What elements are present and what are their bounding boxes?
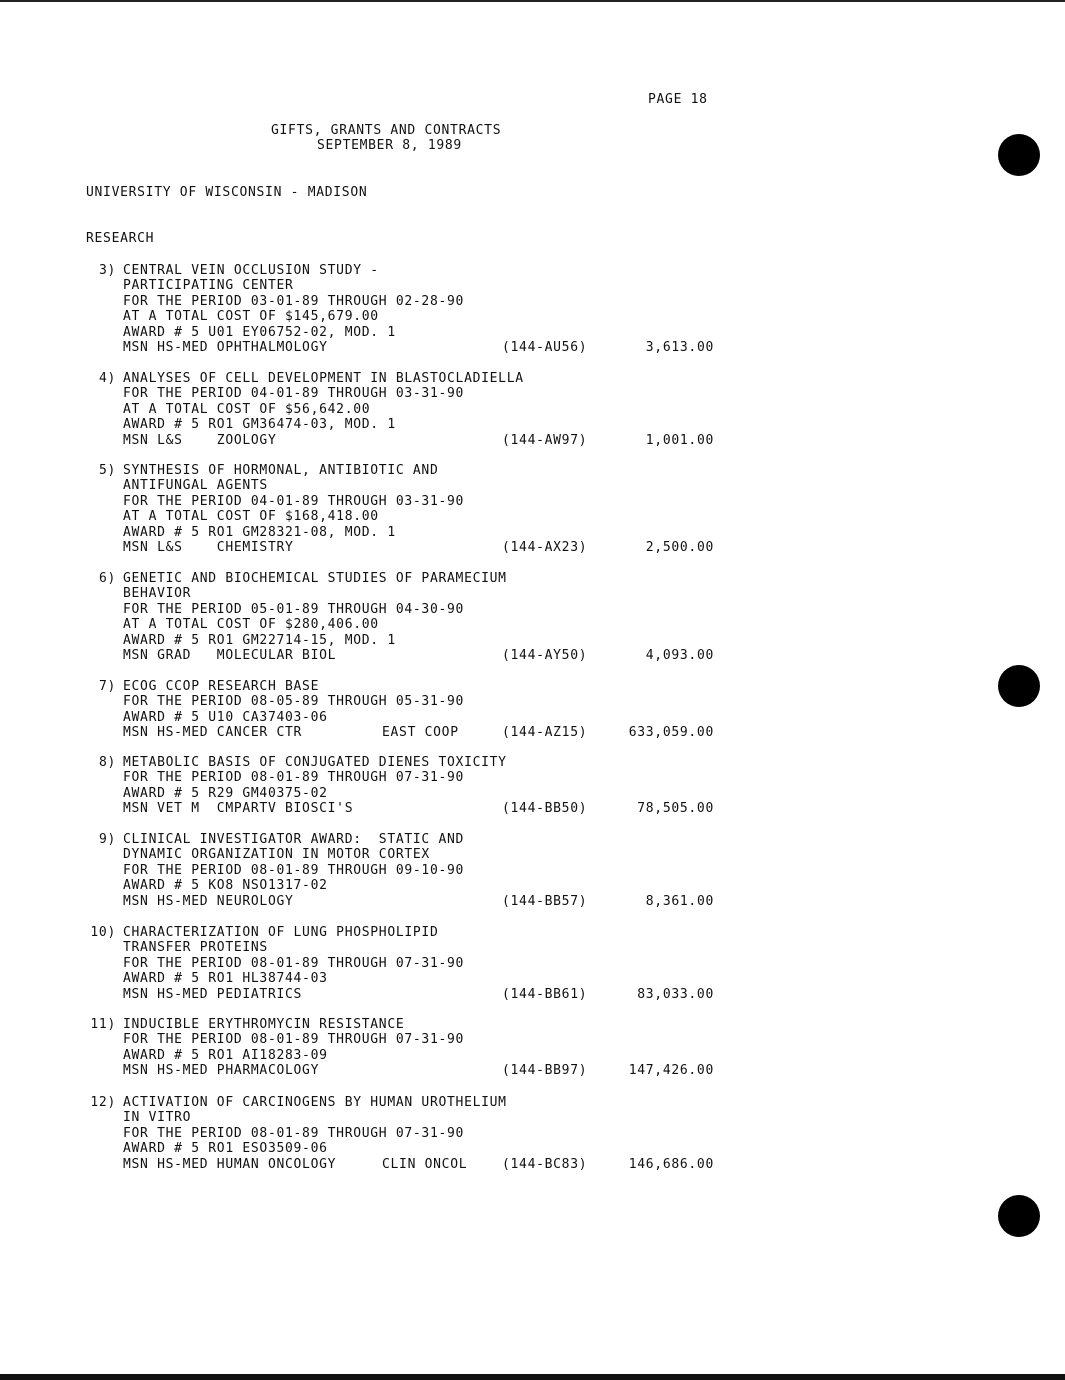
report-date: SEPTEMBER 8, 1989 — [317, 138, 462, 153]
entry-title-line: ANALYSES OF CELL DEVELOPMENT IN BLASTOCLADIELLA — [123, 371, 524, 386]
page-number: PAGE 18 — [648, 92, 708, 107]
department: MSN GRAD MOLECULAR BIOL — [123, 648, 337, 664]
account-code: (144-AZ15) — [502, 725, 588, 741]
entry-funding-line — [123, 986, 714, 1002]
entry-number: 4) — [98, 371, 116, 386]
entry-funding-line — [123, 432, 714, 448]
entry-detail-line: FOR THE PERIOD 08-01-89 THROUGH 07-31-90 — [123, 955, 465, 971]
department: MSN L&S CHEMISTRY — [123, 540, 294, 556]
entry-title-line: SYNTHESIS OF HORMONAL, ANTIBIOTIC AND — [123, 463, 439, 478]
entry-number: 11) — [90, 1017, 116, 1032]
account-code: (144-AY50) — [502, 648, 588, 664]
sub-unit: EAST COOP — [382, 725, 459, 741]
account-code: (144-BB57) — [502, 893, 588, 909]
entry-detail-line: FOR THE PERIOD 08-01-89 THROUGH 07-31-90 — [123, 1032, 465, 1048]
entry-title-line: GENETIC AND BIOCHEMICAL STUDIES OF PARAMECIUM — [123, 571, 507, 586]
entry-detail-line: DYNAMIC ORGANIZATION IN MOTOR CORTEX — [123, 847, 430, 863]
account-code: (144-BB97) — [502, 1063, 588, 1079]
account-code: (144-AW97) — [502, 432, 588, 448]
department: MSN L&S ZOOLOGY — [123, 432, 277, 448]
entry-detail-line: FOR THE PERIOD 05-01-89 THROUGH 04-30-90 — [123, 601, 465, 617]
department: MSN HS-MED PEDIATRICS — [123, 986, 303, 1002]
amount: 83,033.00 — [637, 986, 714, 1002]
entry-body — [123, 263, 714, 356]
entry-body — [123, 371, 714, 448]
entry-funding-line — [123, 648, 714, 664]
entry-body — [123, 679, 714, 741]
entry-title-line: ACTIVATION OF CARCINOGENS BY HUMAN UROTHELIUM — [123, 1095, 507, 1110]
amount: 8,361.00 — [645, 893, 714, 909]
entry-detail-line: IN VITRO — [123, 1110, 192, 1126]
entry-detail-line: FOR THE PERIOD 08-05-89 THROUGH 05-31-90 — [123, 694, 465, 710]
department: MSN HS-MED OPHTHALMOLOGY — [123, 340, 328, 356]
entry-title-line: INDUCIBLE ERYTHROMYCIN RESISTANCE — [123, 1017, 405, 1032]
entry-detail-line: AT A TOTAL COST OF $56,642.00 — [123, 401, 371, 417]
account-code: (144-BC83) — [502, 1156, 588, 1172]
entry-funding-line — [123, 340, 714, 356]
entry-detail-line: AWARD # 5 RO1 ESO3509-06 — [123, 1141, 328, 1157]
entry-number: 3) — [98, 263, 116, 278]
account-code: (144-BB50) — [502, 801, 588, 817]
entry-body — [123, 1017, 714, 1079]
entry-detail-line: AWARD # 5 KO8 NSO1317-02 — [123, 878, 328, 894]
entry-title-line: CENTRAL VEIN OCCLUSION STUDY - — [123, 263, 379, 278]
entry-detail-line: AT A TOTAL COST OF $280,406.00 — [123, 617, 379, 633]
entry-body — [123, 463, 714, 556]
punch-hole-middle — [998, 665, 1040, 707]
entry-body — [123, 571, 714, 664]
amount: 633,059.00 — [628, 725, 714, 741]
entry-number: 9) — [98, 832, 116, 847]
entry-detail-line: AT A TOTAL COST OF $168,418.00 — [123, 509, 379, 525]
account-code: (144-BB61) — [502, 986, 588, 1002]
account-code: (144-AU56) — [502, 340, 588, 356]
department: MSN VET M CMPARTV BIOSCI'S — [123, 801, 354, 817]
section-heading: RESEARCH — [86, 231, 155, 246]
amount: 146,686.00 — [628, 1156, 714, 1172]
entry-number: 5) — [98, 463, 116, 478]
entry-detail-line: AWARD # 5 U01 EY06752-02, MOD. 1 — [123, 324, 396, 340]
amount: 3,613.00 — [645, 340, 714, 356]
amount: 4,093.00 — [645, 648, 714, 664]
report-title: GIFTS, GRANTS AND CONTRACTS — [271, 123, 502, 138]
entry-detail-line: AWARD # 5 RO1 GM22714-15, MOD. 1 — [123, 632, 396, 648]
entry-detail-line: FOR THE PERIOD 08-01-89 THROUGH 09-10-90 — [123, 862, 465, 878]
entry-detail-line: AWARD # 5 RO1 GM28321-08, MOD. 1 — [123, 524, 396, 540]
entry-detail-line: AT A TOTAL COST OF $145,679.00 — [123, 309, 379, 325]
entry-detail-line: AWARD # 5 RO1 AI18283-09 — [123, 1047, 328, 1063]
entry-body — [123, 1095, 714, 1172]
entry-funding-line — [123, 1063, 714, 1079]
entry-body — [123, 925, 714, 1002]
entry-number: 12) — [90, 1095, 116, 1110]
account-code: (144-AX23) — [502, 540, 588, 556]
entry-funding-line — [123, 540, 714, 556]
punch-hole-top — [998, 134, 1040, 176]
entry-funding-line — [123, 893, 714, 909]
entry-detail-line: FOR THE PERIOD 03-01-89 THROUGH 02-28-90 — [123, 293, 465, 309]
top-rule — [0, 0, 1065, 2]
entry-detail-line: ANTIFUNGAL AGENTS — [123, 478, 268, 494]
entry-detail-line: AWARD # 5 RO1 GM36474-03, MOD. 1 — [123, 417, 396, 433]
entry-body — [123, 755, 714, 817]
entry-title-line: METABOLIC BASIS OF CONJUGATED DIENES TOXICITY — [123, 755, 507, 770]
department: MSN HS-MED NEUROLOGY — [123, 893, 294, 909]
entry-title-line: ECOG CCOP RESEARCH BASE — [123, 679, 320, 694]
entry-detail-line: AWARD # 5 R29 GM40375-02 — [123, 785, 328, 801]
entry-number: 7) — [98, 679, 116, 694]
entry-detail-line: FOR THE PERIOD 04-01-89 THROUGH 03-31-90 — [123, 493, 465, 509]
entry-funding-line — [123, 725, 714, 741]
bottom-rule — [0, 1374, 1065, 1380]
entry-detail-line: FOR THE PERIOD 08-01-89 THROUGH 07-31-90 — [123, 1125, 465, 1141]
entry-title-line: CLINICAL INVESTIGATOR AWARD: STATIC AND — [123, 832, 465, 847]
entry-number: 8) — [98, 755, 116, 770]
entry-detail-line: FOR THE PERIOD 04-01-89 THROUGH 03-31-90 — [123, 386, 465, 402]
punch-hole-bottom — [998, 1195, 1040, 1237]
entry-number: 10) — [90, 925, 116, 940]
entry-funding-line — [123, 801, 714, 817]
entry-detail-line: FOR THE PERIOD 08-01-89 THROUGH 07-31-90 — [123, 770, 465, 786]
department: MSN HS-MED HUMAN ONCOLOGY — [123, 1156, 337, 1172]
entry-detail-line: BEHAVIOR — [123, 586, 192, 602]
amount: 1,001.00 — [645, 432, 714, 448]
entry-funding-line — [123, 1156, 714, 1172]
amount: 147,426.00 — [628, 1063, 714, 1079]
entry-body — [123, 832, 714, 909]
entry-title-line: CHARACTERIZATION OF LUNG PHOSPHOLIPID — [123, 925, 439, 940]
department: MSN HS-MED PHARMACOLOGY — [123, 1063, 320, 1079]
amount: 2,500.00 — [645, 540, 714, 556]
sub-unit: CLIN ONCOL — [382, 1156, 468, 1172]
amount: 78,505.00 — [637, 801, 714, 817]
entry-detail-line: AWARD # 5 RO1 HL38744-03 — [123, 971, 328, 987]
entry-detail-line: AWARD # 5 U10 CA37403-06 — [123, 709, 328, 725]
institution-name: UNIVERSITY OF WISCONSIN - MADISON — [86, 185, 368, 200]
department: MSN HS-MED CANCER CTR — [123, 725, 303, 741]
entry-number: 6) — [98, 571, 116, 586]
entry-detail-line: TRANSFER PROTEINS — [123, 940, 268, 956]
entry-detail-line: PARTICIPATING CENTER — [123, 278, 294, 294]
